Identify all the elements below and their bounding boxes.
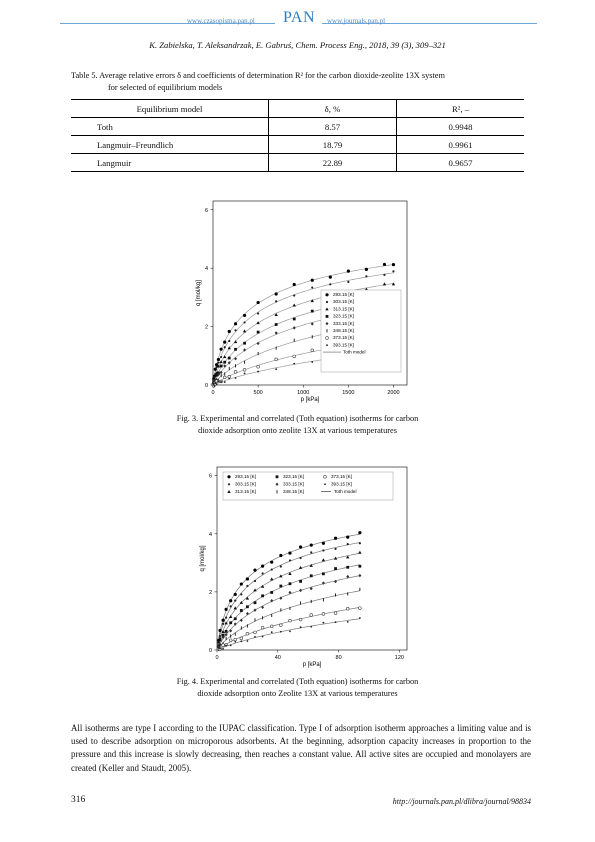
data-point <box>280 565 282 567</box>
header-left-url[interactable]: www.czasopisma.pan.pl <box>187 17 255 25</box>
legend-marker <box>326 337 329 340</box>
running-head: K. Zabielska, T. Aleksandrzak, E. Gabruś, Chem. Process Eng., 2018, 39 (3), 309–321 <box>149 40 446 50</box>
data-point <box>229 639 232 642</box>
data-point <box>262 572 264 574</box>
data-point <box>392 270 394 272</box>
data-point <box>311 286 313 288</box>
data-point <box>221 619 224 622</box>
data-point <box>234 641 236 643</box>
data-point <box>234 622 237 625</box>
data-point <box>310 626 312 628</box>
legend-entry: 293.15 [K] <box>235 474 256 479</box>
data-point <box>322 549 324 551</box>
data-point <box>299 618 302 621</box>
data-point <box>216 383 218 385</box>
data-point <box>383 263 386 266</box>
data-point <box>223 361 226 364</box>
data-point <box>335 593 336 596</box>
data-point <box>322 542 325 545</box>
model-curve <box>217 543 360 651</box>
data-point <box>228 357 231 360</box>
legend-entry: 373.15 [K] <box>333 335 354 341</box>
table-cell: 0.9948 <box>397 118 525 136</box>
data-point <box>226 637 227 640</box>
legend-entry: 348.15 [K] <box>283 489 304 494</box>
legend-marker <box>324 475 327 478</box>
data-point <box>243 342 246 345</box>
x-tick-label: 80 <box>335 655 342 661</box>
data-point <box>219 648 221 650</box>
data-point <box>323 598 324 601</box>
data-point <box>334 612 337 615</box>
legend-marker <box>327 329 328 332</box>
data-point <box>244 361 245 364</box>
legend-entry: 393.15 [K] <box>333 342 354 348</box>
data-point <box>257 301 260 304</box>
data-point <box>299 545 302 548</box>
figure-4-caption-line1: Fig. 4. Experimental and correlated (Toth equation) isotherms for carbon <box>176 677 419 686</box>
data-point <box>311 349 314 352</box>
data-point <box>224 381 226 383</box>
data-point <box>234 340 237 343</box>
legend-entry: 303.15 [K] <box>235 481 256 487</box>
table-cell: 22.89 <box>269 154 397 172</box>
data-point <box>322 558 325 561</box>
table-cell: Langmuir <box>71 154 269 172</box>
legend-marker <box>326 344 328 346</box>
data-point <box>311 361 313 363</box>
data-point <box>234 329 236 331</box>
data-point <box>261 626 264 629</box>
data-point <box>294 339 295 342</box>
data-point <box>234 348 237 351</box>
data-point <box>310 544 313 547</box>
data-point <box>335 621 337 623</box>
data-point <box>257 371 259 373</box>
figure-4-caption-line2: dioxide adsorption onto Zeolite 13X at various temperatures <box>197 688 398 698</box>
data-point <box>224 346 226 348</box>
data-point <box>275 358 278 361</box>
data-point <box>228 340 230 342</box>
data-point <box>222 644 225 647</box>
data-point <box>347 270 350 273</box>
page-number: 316 <box>71 795 86 805</box>
data-point <box>289 582 292 585</box>
data-point <box>234 322 237 325</box>
data-point <box>220 644 221 647</box>
data-point <box>262 616 263 619</box>
legend-entry: 393.15 [K] <box>331 481 352 487</box>
table-cell: Toth <box>71 118 269 136</box>
data-point <box>223 340 226 343</box>
figure-4-caption <box>0 676 595 699</box>
data-point <box>270 625 273 628</box>
data-point <box>256 321 259 324</box>
legend-marker <box>326 301 328 303</box>
data-point <box>228 330 231 333</box>
legend-entry: 323.15 [K] <box>283 474 304 479</box>
data-point <box>293 355 296 358</box>
data-point <box>271 614 272 617</box>
legend <box>223 472 393 500</box>
data-point <box>365 268 368 271</box>
data-point <box>262 636 264 638</box>
y-tick-label: 2 <box>204 324 208 331</box>
data-point <box>217 358 220 361</box>
y-tick-label: 4 <box>208 531 212 538</box>
data-point <box>220 356 222 358</box>
data-point <box>323 622 325 624</box>
data-point <box>225 630 228 633</box>
data-point <box>255 618 256 621</box>
data-point <box>358 565 361 568</box>
data-point <box>247 624 248 627</box>
data-point <box>254 580 256 582</box>
legend <box>321 290 401 372</box>
y-axis-label: q [mol/kg] <box>196 279 202 307</box>
x-tick-label: 40 <box>274 655 281 661</box>
data-point <box>289 559 291 561</box>
data-point <box>235 633 236 636</box>
data-point <box>240 637 243 640</box>
data-point <box>347 281 349 283</box>
legend-model-label: Toth model <box>334 489 357 494</box>
data-point <box>219 360 222 363</box>
x-axis-label: p [kPa] <box>302 662 322 668</box>
figure-4-chart <box>195 462 410 674</box>
table-caption-line1: Table 5. Average relative errors δ and coefficients of determination R² for the carbon dioxide-zeolite 13X system <box>71 71 445 80</box>
data-point <box>279 585 282 588</box>
data-point <box>234 638 237 641</box>
data-point <box>293 326 296 329</box>
data-point <box>246 612 249 615</box>
data-point <box>334 537 337 540</box>
data-point <box>235 364 236 367</box>
data-point <box>220 381 222 383</box>
data-point <box>289 619 292 622</box>
data-point <box>222 623 224 625</box>
data-point <box>271 631 273 633</box>
model-curve <box>217 619 360 650</box>
data-point <box>347 621 349 623</box>
data-point <box>312 335 313 338</box>
data-point <box>293 363 295 365</box>
model-curve <box>217 576 360 650</box>
data-point <box>359 617 361 619</box>
data-point <box>225 608 228 611</box>
table-row <box>71 154 524 172</box>
data-point <box>240 609 243 612</box>
data-point <box>221 374 222 377</box>
results-table <box>71 99 524 172</box>
model-curve <box>217 607 360 650</box>
table-cell: Langmuir–Freundlich <box>71 136 269 154</box>
body-paragraph: All isotherms are type I according to the IUPAC classification. Type I of adsorption isotherm approaches a limiting value and is used to describe adsorption on microporous adsorbents. At the beginning, adsorption capacity increases in proportion to the pressure and this increase is slowly decreasing, then reaches a constant value. All active sites are occupied and monolayers are created (Keller and Staudt, 2005). <box>71 723 531 773</box>
y-tick-label: 6 <box>208 473 212 480</box>
data-point <box>229 615 232 618</box>
table-cell: 0.9657 <box>397 154 525 172</box>
data-point <box>230 644 232 646</box>
data-point <box>322 613 325 616</box>
y-axis-label: q [mol/kg] <box>200 545 206 572</box>
data-point <box>299 589 302 592</box>
data-point <box>254 601 257 604</box>
data-point <box>225 645 227 647</box>
data-point <box>358 531 361 534</box>
legend-entry: 333.15 [K] <box>333 320 354 326</box>
data-point <box>235 377 237 379</box>
data-point <box>243 329 246 332</box>
data-point <box>293 303 296 306</box>
table-cell: 0.9961 <box>397 136 525 154</box>
legend-entry: 313.15 [K] <box>235 489 256 494</box>
data-point <box>257 365 260 368</box>
data-point <box>310 614 313 617</box>
table-row <box>71 136 524 154</box>
data-point <box>246 605 249 608</box>
data-point <box>240 640 242 642</box>
data-point <box>270 577 273 580</box>
data-point <box>230 634 231 637</box>
data-point <box>229 621 232 624</box>
data-point <box>224 372 225 375</box>
data-point <box>261 594 264 597</box>
data-point <box>311 310 314 313</box>
data-point <box>347 592 348 595</box>
data-point <box>270 591 273 594</box>
data-point <box>310 574 313 577</box>
model-curve <box>217 553 360 650</box>
pan-logo: PAN <box>283 9 316 26</box>
figure-3-caption-line1: Fig. 3. Experimental and correlated (Toth equation) isotherms for carbon <box>176 414 419 423</box>
data-point <box>280 608 281 611</box>
data-point <box>289 630 291 632</box>
data-point <box>213 385 215 387</box>
data-point <box>221 630 224 633</box>
data-point <box>258 352 259 355</box>
data-point <box>261 565 264 568</box>
table-header-model: Equilibrium model <box>71 100 269 118</box>
x-tick-label: 500 <box>253 390 263 396</box>
data-point <box>247 640 249 642</box>
data-point <box>280 631 282 633</box>
data-point <box>220 365 223 368</box>
data-point <box>234 600 236 602</box>
data-point <box>218 629 221 632</box>
data-point <box>257 331 260 334</box>
legend-entry: 303.15 [K] <box>333 299 354 305</box>
legend-model-label: Toth model <box>343 349 366 355</box>
table-caption-line2: for selected of equilibrium models <box>108 82 223 92</box>
data-point <box>275 323 278 326</box>
legend-entry: 348.15 [K] <box>333 328 354 333</box>
data-point <box>359 588 360 591</box>
data-point <box>234 593 237 596</box>
data-point <box>293 283 296 286</box>
y-tick-label: 0 <box>204 383 208 389</box>
y-tick-label: 2 <box>208 589 212 596</box>
data-point <box>223 355 226 358</box>
data-point <box>288 551 291 554</box>
y-tick-label: 0 <box>208 648 212 654</box>
x-tick-label: 0 <box>211 390 215 396</box>
data-point <box>218 380 220 382</box>
data-point <box>229 629 232 632</box>
legend-marker <box>228 483 230 485</box>
table-header-row <box>71 100 524 118</box>
x-tick-label: 2000 <box>387 390 400 396</box>
legend-marker <box>276 475 279 478</box>
data-point <box>279 624 282 627</box>
data-point <box>329 283 331 285</box>
data-point <box>234 357 237 360</box>
table-cell: 8.57 <box>269 118 397 136</box>
data-point <box>230 605 232 607</box>
figure-3-chart <box>195 198 410 410</box>
data-point <box>346 536 349 539</box>
data-point <box>275 368 277 370</box>
data-point <box>365 275 367 277</box>
figure-3-caption <box>0 413 595 436</box>
data-point <box>290 607 291 610</box>
data-point <box>346 607 349 610</box>
data-point <box>276 347 277 350</box>
data-point <box>243 368 246 371</box>
data-point <box>219 639 222 642</box>
x-tick-label: 1500 <box>342 390 355 396</box>
y-tick-label: 4 <box>204 266 208 273</box>
data-point <box>311 600 312 603</box>
data-point <box>214 368 217 371</box>
legend-entry: 293.15 [K] <box>333 292 354 297</box>
model-curve <box>217 534 360 650</box>
data-point <box>322 572 325 575</box>
data-point <box>228 378 230 380</box>
footer-url[interactable]: http://journals.pan.pl/dlibra/journal/98834 <box>392 797 531 806</box>
legend-entry: 333.15 [K] <box>283 481 304 487</box>
data-point <box>243 314 246 317</box>
x-tick-label: 0 <box>215 655 219 661</box>
table-header-delta: δ, % <box>269 100 397 118</box>
data-point <box>234 370 237 373</box>
data-point <box>223 376 226 379</box>
data-point <box>254 631 257 634</box>
data-point <box>240 582 243 585</box>
data-point <box>253 569 256 572</box>
data-point <box>220 348 223 351</box>
data-point <box>279 554 282 557</box>
data-point <box>246 632 249 635</box>
data-point <box>300 601 301 604</box>
model-curve <box>217 565 360 650</box>
figure-3-caption-line2: dioxide adsorption onto zeolite 13X at various temperatures <box>198 425 397 435</box>
table-cell: 18.79 <box>269 136 397 154</box>
x-axis-label: p [kPa] <box>300 397 320 403</box>
legend-entry: 373.15 [K] <box>331 474 352 479</box>
x-tick-label: 120 <box>394 655 404 661</box>
data-point <box>223 364 226 367</box>
data-point <box>300 626 302 628</box>
data-point <box>243 321 245 323</box>
table-row <box>71 118 524 136</box>
data-point <box>358 574 361 577</box>
data-point <box>271 568 273 570</box>
data-point <box>293 318 296 321</box>
data-point <box>246 585 248 587</box>
data-point <box>334 548 336 550</box>
data-point <box>254 636 256 638</box>
legend-marker <box>325 293 328 296</box>
data-point <box>310 551 312 553</box>
legend-entry: 313.15 [K] <box>333 306 354 312</box>
data-point <box>293 294 295 296</box>
legend-marker <box>227 475 230 478</box>
data-point <box>229 367 230 370</box>
data-point <box>225 617 227 619</box>
data-point <box>383 274 385 276</box>
legend-marker <box>277 490 278 493</box>
data-point <box>222 648 224 650</box>
legend-entry: 323.15 [K] <box>333 313 354 319</box>
data-point <box>300 557 302 559</box>
data-point <box>254 608 257 611</box>
data-point <box>311 279 314 282</box>
data-point <box>334 567 337 570</box>
data-point <box>246 577 249 580</box>
data-point <box>275 292 278 295</box>
data-point <box>240 593 242 595</box>
data-point <box>392 263 395 266</box>
data-point <box>359 542 361 544</box>
data-point <box>229 599 232 602</box>
header-right-url[interactable]: www.journals.pan.pl <box>327 17 386 25</box>
table-caption <box>71 70 531 93</box>
legend-marker <box>326 315 329 318</box>
y-tick-label: 6 <box>204 207 208 214</box>
data-point <box>329 276 332 279</box>
data-point <box>299 566 302 569</box>
data-point <box>358 551 361 554</box>
data-point <box>346 566 349 569</box>
data-point <box>244 373 246 375</box>
data-point <box>299 580 302 583</box>
data-point <box>218 647 220 649</box>
legend-marker <box>324 483 326 485</box>
data-point <box>217 362 219 364</box>
data-point <box>274 313 277 316</box>
data-point <box>234 617 237 620</box>
data-point <box>347 543 349 545</box>
data-point <box>241 626 242 629</box>
table-header-r2: R², – <box>397 100 525 118</box>
data-point <box>270 561 273 564</box>
data-point <box>383 282 386 285</box>
x-tick-label: 1000 <box>297 390 310 396</box>
data-point <box>275 300 277 302</box>
data-point <box>358 607 361 610</box>
data-point <box>257 312 259 314</box>
